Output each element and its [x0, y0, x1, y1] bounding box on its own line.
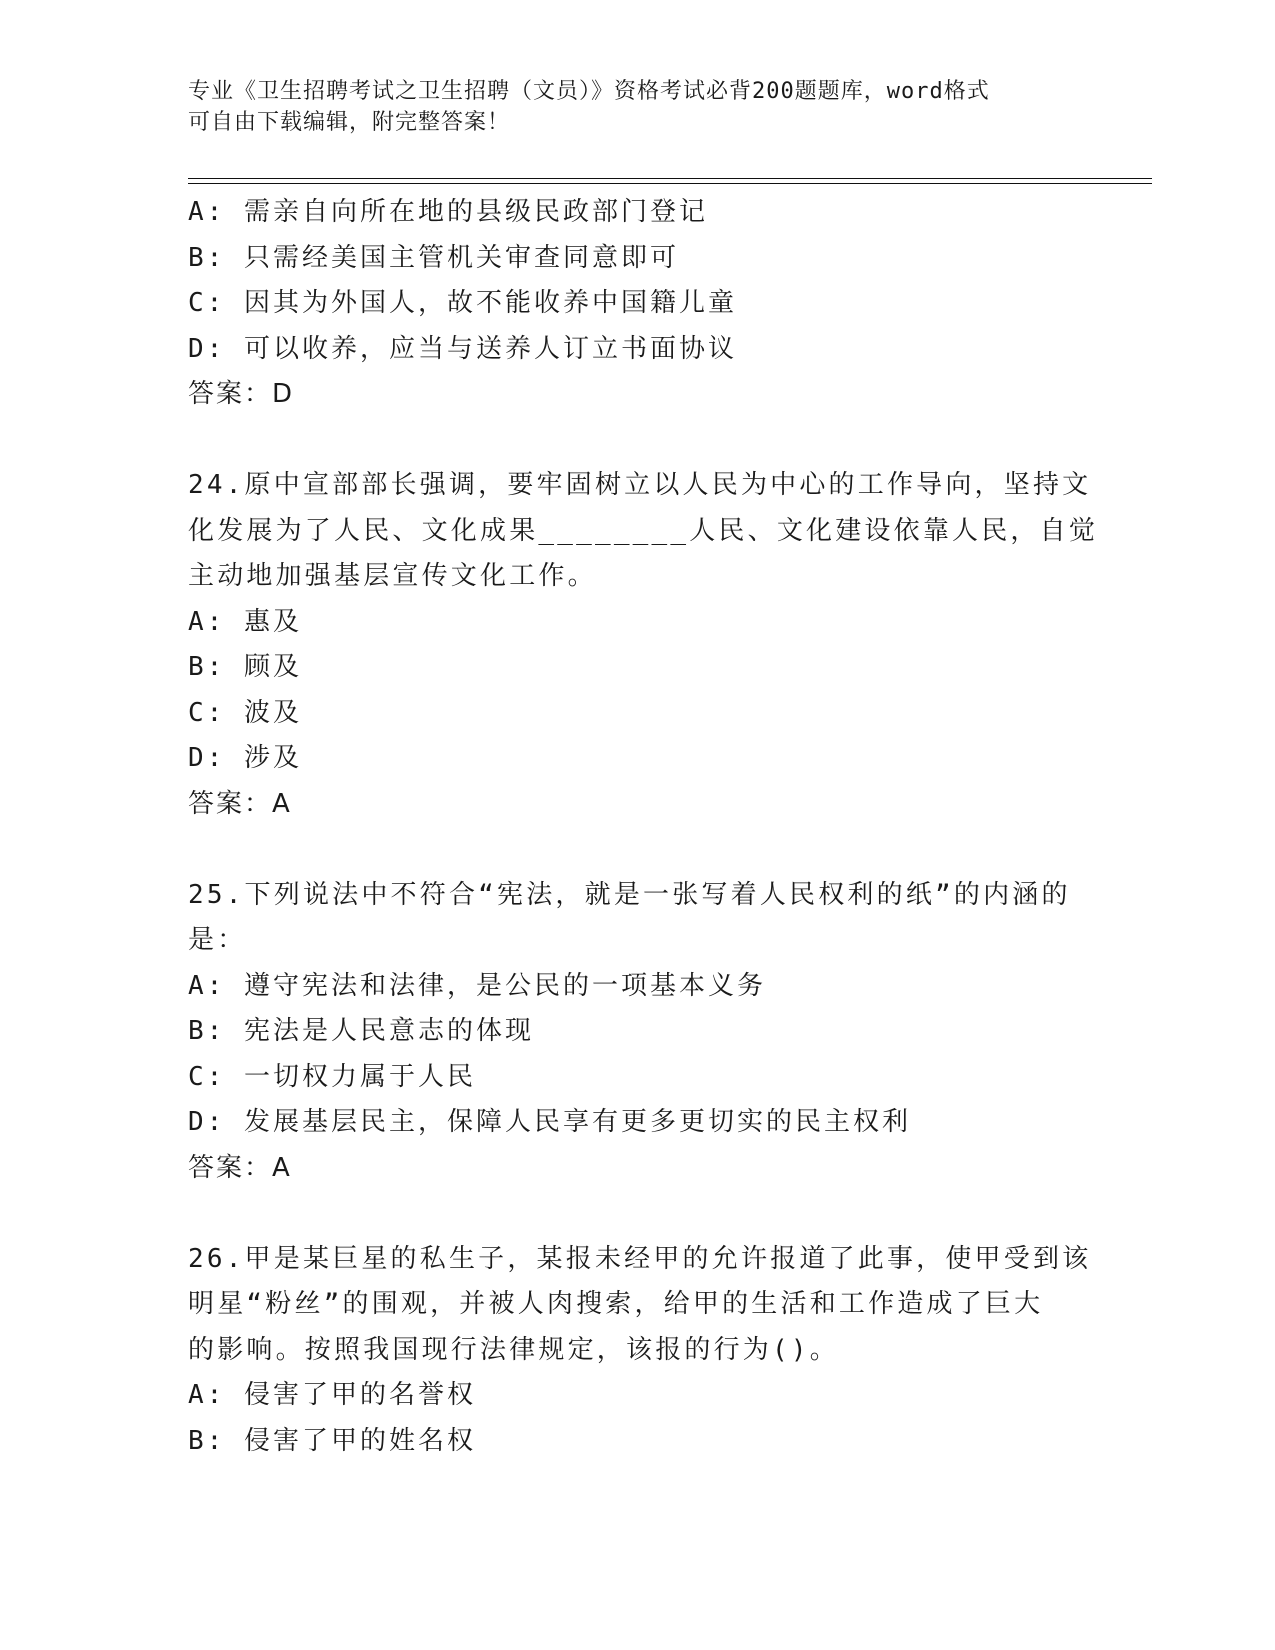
- question-24: [188, 463, 1099, 827]
- answer-line: 答案：D: [188, 379, 295, 409]
- header-divider-bottom: [188, 183, 1152, 184]
- answer-line: 答案：A: [188, 1152, 292, 1183]
- option-a: A: 遵守宪法和法律，是公民的一项基本义务: [188, 970, 766, 1001]
- question-text-line: 化发展为了人民、文化成果________人民、文化建设依靠人民，自觉: [188, 515, 1099, 546]
- option-d: D: 涉及: [188, 743, 302, 773]
- option-b: B: 宪法是人民意志的体现: [188, 1016, 534, 1046]
- spacer: [188, 418, 1088, 464]
- question-text-line: 是：: [188, 925, 247, 955]
- header-title-line-2: 可自由下载编辑，附完整答案！: [188, 110, 511, 135]
- option-c: C: 波及: [188, 697, 302, 728]
- option-d: D: 可以收养，应当与送养人订立书面协议: [188, 333, 737, 364]
- option-a: A: 惠及: [188, 606, 302, 637]
- question-25: [188, 873, 1088, 1192]
- question-24-text: [188, 463, 1099, 600]
- spacer: [188, 827, 1088, 873]
- question-text-line: 主动地加强基层宣传文化工作。: [188, 561, 597, 591]
- spacer: [188, 1191, 1088, 1237]
- question-text-line: 24.原中宣部部长强调，要牢固树立以人民为中心的工作导向，坚持文: [188, 470, 1092, 500]
- question-text-line: 25.下列说法中不符合“宪法，就是一张写着人民权利的纸”的内涵的: [188, 879, 1071, 910]
- question-text-line: 明星“粉丝”的围观，并被人肉搜索，给甲的生活和工作造成了巨大: [188, 1289, 1044, 1319]
- answer-line: 答案：A: [188, 788, 292, 819]
- question-25-text: [188, 873, 1088, 964]
- option-a: A: 需亲自向所在地的县级民政部门登记: [188, 197, 708, 227]
- question-text-line: 的影响。按照我国现行法律规定，该报的行为()。: [188, 1334, 839, 1365]
- option-a: A: 侵害了甲的名誉权: [188, 1380, 476, 1410]
- question-list: [188, 190, 1099, 1464]
- option-c: C: 因其为外国人，故不能收养中国籍儿童: [188, 288, 737, 318]
- option-d: D: 发展基层民主，保障人民享有更多更切实的民主权利: [188, 1107, 911, 1137]
- option-b: B: 侵害了甲的姓名权: [188, 1425, 476, 1456]
- question-26-text: [188, 1237, 1092, 1374]
- option-b: B: 顾及: [188, 652, 302, 682]
- question-23-continued: [188, 190, 1088, 418]
- question-text-line: 26.甲是某巨星的私生子，某报未经甲的允许报道了此事，使甲受到该: [188, 1243, 1092, 1274]
- option-b: B: 只需经美国主管机关审查同意即可: [188, 242, 679, 273]
- page-header: [188, 76, 1088, 138]
- header-divider-top: [188, 178, 1152, 179]
- header-title-line-1: 专业《卫生招聘考试之卫生招聘（文员）》资格考试必背200题题库，word格式: [188, 79, 990, 104]
- option-c: C: 一切权力属于人民: [188, 1061, 476, 1092]
- question-26: [188, 1237, 1092, 1465]
